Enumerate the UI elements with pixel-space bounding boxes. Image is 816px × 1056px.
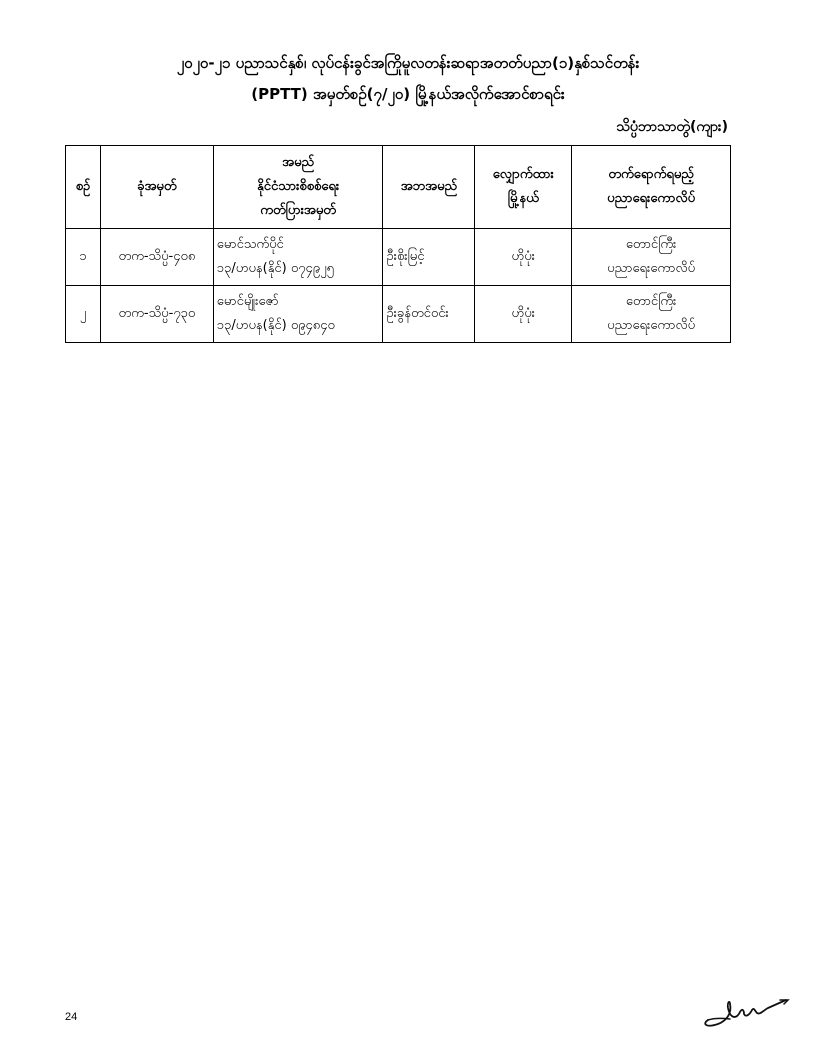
document-title-line-2: (PPTT) အမှတ်စဉ်(၇/၂၀) မြို့နယ်အလိုက်အောင်စာရင်း — [251, 85, 565, 103]
header-college: တက်ရောက်ရမည့် ပညာရေးကောလိပ် — [572, 146, 731, 229]
cell-seat-number: တက-သိပ္ပံ-၇၃၀ — [100, 286, 213, 343]
cell-seat-number: တက-သိပ္ပံ-၄၀၈ — [100, 229, 213, 286]
cell-college: တောင်ကြီး ပညာရေးကောလိပ် — [572, 229, 731, 286]
cell-college: တောင်ကြီး ပညာရေးကောလိပ် — [572, 286, 731, 343]
header-name-nrc: အမည် နိုင်ငံသားစိစစ်ရေး ကတ်ပြားအမှတ် — [213, 146, 383, 229]
header-seat-number: ခုံအမှတ် — [100, 146, 213, 229]
page-number: 24 — [65, 1011, 78, 1023]
document-subtitle: သိပ္ပံဘာသာတွဲ(ကျား) — [616, 119, 728, 135]
cell-township: ဟိုပုံး — [475, 286, 572, 343]
table-row — [66, 286, 731, 343]
cell-serial: ၂ — [66, 286, 101, 343]
header-father-name: အဘအမည် — [383, 146, 475, 229]
table-header-row — [66, 146, 731, 229]
table-row — [66, 229, 731, 286]
cell-township: ဟိုပုံး — [475, 229, 572, 286]
results-table — [65, 145, 731, 343]
document-title-line-1: ၂၀၂၀-၂၁ ပညာသင်နှစ်၊ လုပ်ငန်းခွင်အကြိုမူလတန်းဆရာအတတ်ပညာ(၁)နှစ်သင်တန်း — [176, 54, 640, 72]
cell-serial: ၁ — [66, 229, 101, 286]
cell-father-name: ဦးခွန်တင်ဝင်း — [383, 286, 475, 343]
header-township: လျှောက်ထား မြို့နယ် — [475, 146, 572, 229]
cell-father-name: ဦးစိုးမြင့် — [383, 229, 475, 286]
cell-name-nrc: မောင်သက်ပိုင် ၁၃/ဟပန(နိုင်) ၀၇၄၉၂၅ — [213, 229, 383, 286]
signature-icon — [700, 994, 790, 1030]
cell-name-nrc: မောင်မျိုးဇော် ၁၃/ဟပန(နိုင်) ၀၉၄၈၄၀ — [213, 286, 383, 343]
header-serial: စဉ် — [66, 146, 101, 229]
